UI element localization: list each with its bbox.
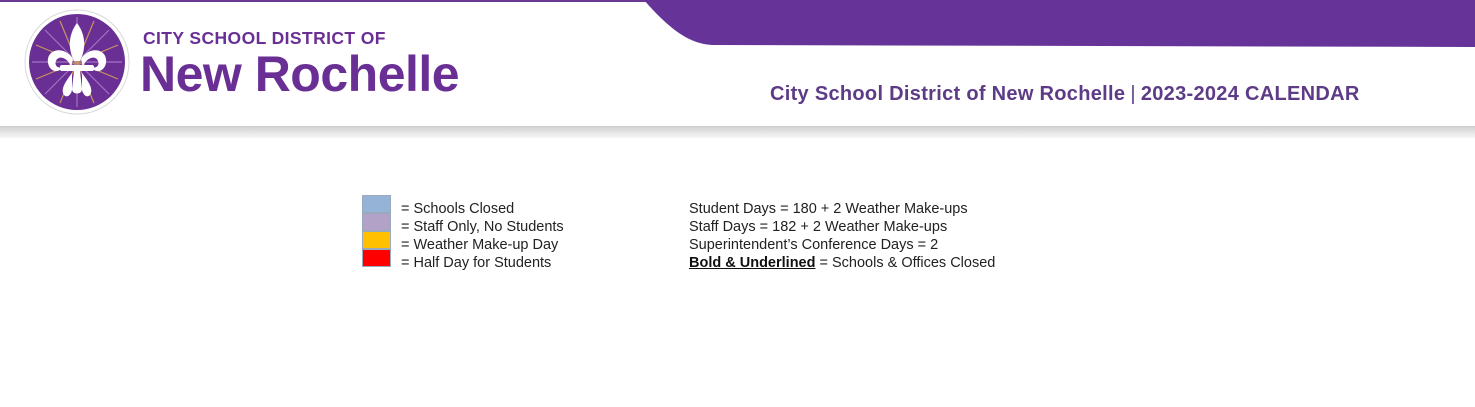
- legend-swatch-orange: [362, 231, 391, 249]
- closed-note-emphasis: Bold & Underlined: [689, 255, 816, 271]
- closed-note: [689, 255, 995, 273]
- legend-label: = Schools Closed: [401, 201, 515, 217]
- legend-swatch-blue: [362, 195, 391, 213]
- legend-swatch-red: [362, 249, 391, 267]
- legend-label: = Staff Only, No Students: [401, 219, 564, 235]
- staff-days-stat: Staff Days = 182 + 2 Weather Make-ups: [689, 219, 948, 235]
- page-title-district: City School District of New Rochelle: [770, 83, 1126, 105]
- page-header: [0, 0, 1475, 126]
- page-title-separator: |: [1130, 83, 1136, 105]
- student-days-stat: Student Days = 180 + 2 Weather Make-ups: [689, 201, 968, 217]
- calendar-stats: [689, 201, 995, 273]
- page-title: [770, 83, 1360, 106]
- logo-text-district: CITY SCHOOL DISTRICT OF: [143, 28, 386, 48]
- closed-note-text: = Schools & Offices Closed: [815, 255, 996, 271]
- legend-label: = Weather Make-up Day: [401, 237, 559, 253]
- page-title-calendar: 2023-2024 CALENDAR: [1140, 83, 1360, 105]
- conference-days-stat: Superintendent’s Conference Days = 2: [689, 237, 939, 253]
- header-shadow-divider: [0, 126, 1475, 138]
- legend-swatch-lavender: [362, 213, 391, 231]
- logo-text-city: New Rochelle: [140, 46, 460, 102]
- district-seal-logo-icon: [24, 9, 130, 115]
- legend-label: = Half Day for Students: [401, 255, 552, 271]
